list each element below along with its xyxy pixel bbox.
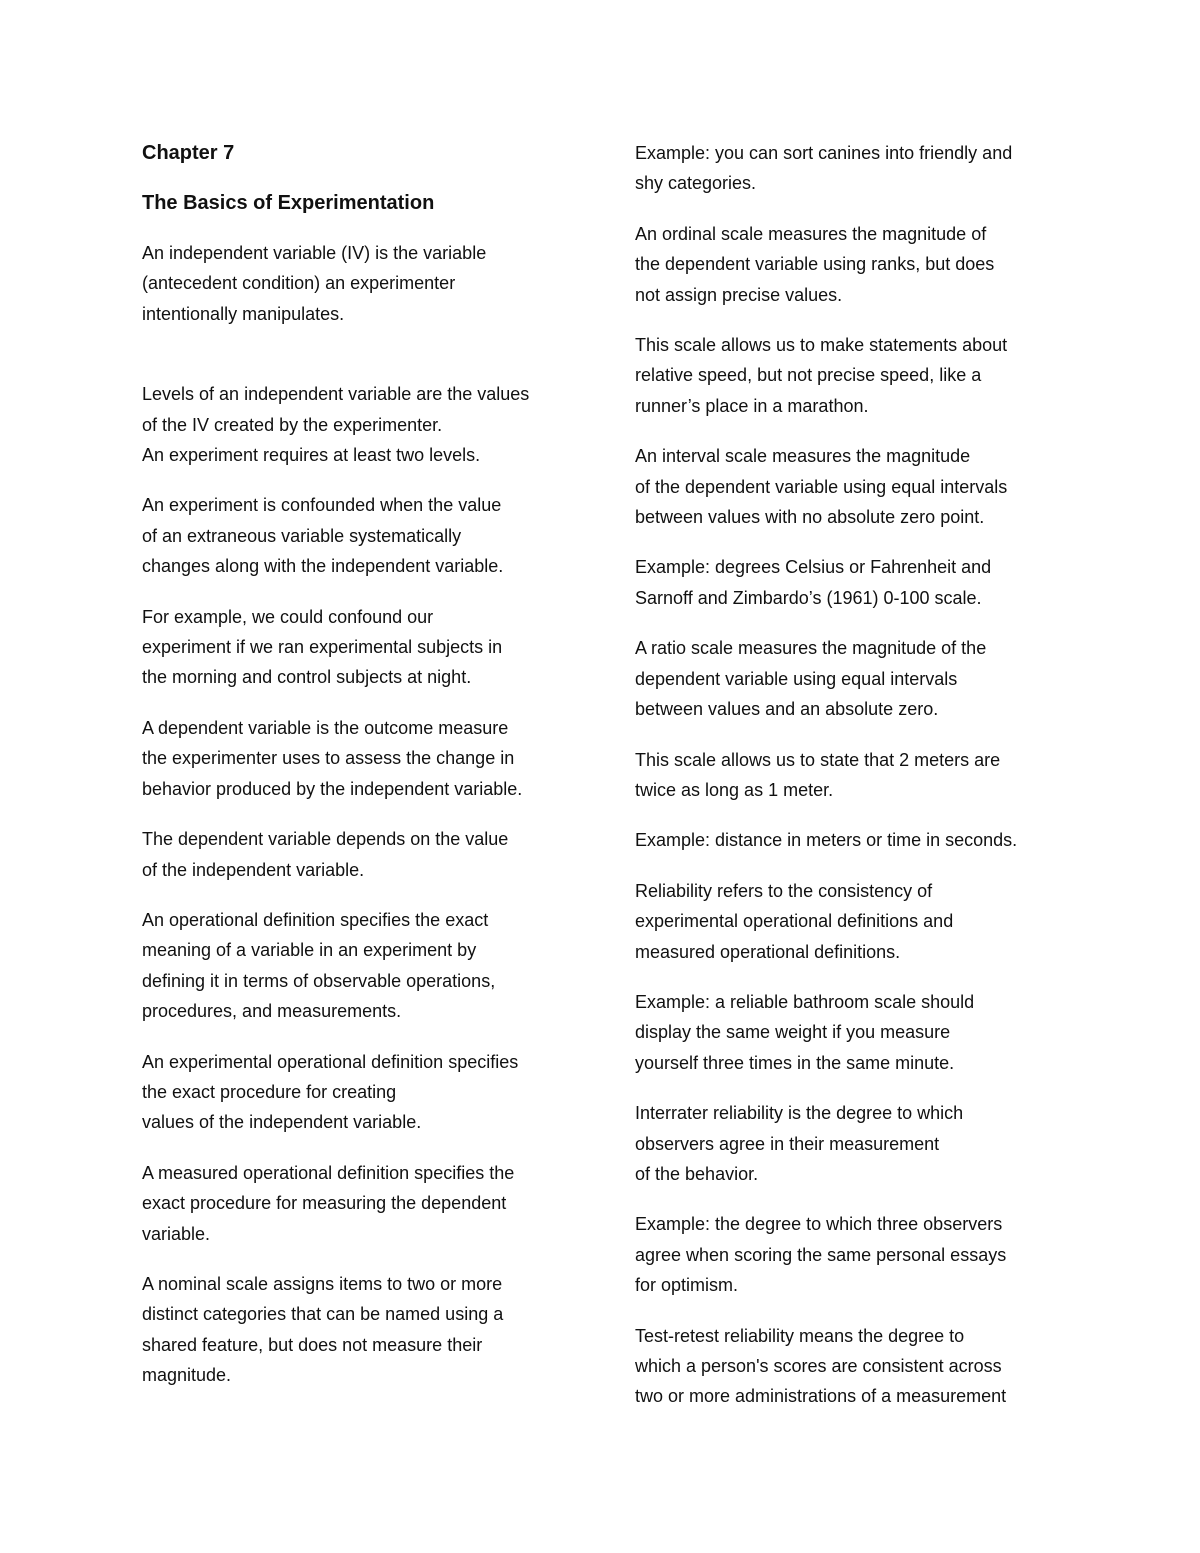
paragraph: [635, 825, 1075, 855]
paragraph-line: not assign precise values.: [635, 284, 843, 305]
paragraph-line: the morning and control subjects at night.: [142, 667, 472, 688]
paragraph-line: which a person's scores are consistent across: [635, 1356, 1002, 1376]
paragraph: [142, 824, 582, 885]
paragraph-line: experimental operational definitions and: [635, 911, 954, 932]
paragraph-line: An experimental operational definition specifies: [142, 1051, 519, 1072]
paragraph-line: of the dependent variable using equal intervals: [635, 476, 1008, 497]
paragraph-line: between values with no absolute zero point.: [635, 507, 985, 528]
paragraph-line: An ordinal scale measures the magnitude of: [635, 223, 987, 244]
paragraph: [142, 1269, 582, 1391]
paragraph-line: shared feature, but does not measure their: [142, 1334, 483, 1355]
paragraph-line: of an extraneous variable systematically: [142, 525, 462, 546]
right-paragraphs: [635, 138, 1075, 1412]
paragraph-line: experiment if we ran experimental subjects in: [142, 637, 503, 658]
paragraph-line: agree when scoring the same personal essays: [635, 1244, 1007, 1265]
paragraph-line: dependent variable using equal intervals: [635, 668, 958, 689]
paragraph: [635, 1098, 1075, 1189]
paragraph: [635, 441, 1075, 532]
paragraph-line: observers agree in their measurement: [635, 1133, 940, 1154]
paragraph-line: two or more administrations of a measurement: [635, 1386, 1007, 1407]
paragraph-line: An experiment is confounded when the value: [142, 495, 502, 516]
chapter-title: The Basics of Experimentation: [142, 192, 435, 214]
paragraph: [142, 490, 582, 581]
paragraph-line: of the IV created by the experimenter.: [142, 414, 443, 435]
paragraph: [635, 876, 1075, 967]
paragraph-line: (antecedent condition) an experimenter: [142, 273, 456, 294]
paragraph-line: A measured operational definition specifies the: [142, 1162, 515, 1183]
paragraph-line: distinct categories that can be named using a: [142, 1304, 504, 1325]
paragraph-line: the dependent variable using ranks, but does: [635, 254, 995, 275]
paragraph-line: defining it in terms of observable operations,: [142, 970, 496, 991]
paragraph-line: Interrater reliability is the degree to which: [635, 1103, 964, 1124]
paragraph-line: the exact procedure for creating: [142, 1081, 397, 1102]
paragraph-line: twice as long as 1 meter.: [635, 779, 834, 800]
paragraph-line: An interval scale measures the magnitude: [635, 446, 971, 467]
paragraph-line: runner’s place in a marathon.: [635, 395, 869, 416]
paragraph: [635, 219, 1075, 310]
paragraph-line: shy categories.: [635, 173, 757, 194]
right-column: [635, 138, 1075, 1432]
paragraph-line: magnitude.: [142, 1365, 232, 1386]
paragraph-line: This scale allows us to state that 2 meters are: [635, 749, 1001, 770]
paragraph: [635, 745, 1075, 806]
paragraph-line: of the behavior.: [635, 1163, 759, 1184]
paragraph-line: A dependent variable is the outcome measure: [142, 717, 509, 738]
paragraph-line: Example: degrees Celsius or Fahrenheit and: [635, 557, 992, 578]
paragraph: [635, 552, 1075, 613]
paragraph-line: Levels of an independent variable are the values: [142, 384, 530, 405]
paragraph-line: procedures, and measurements.: [142, 1001, 402, 1022]
paragraph-line: An operational definition specifies the exact: [142, 909, 489, 930]
paragraph-line: values of the independent variable.: [142, 1112, 422, 1133]
paragraph-line: An independent variable (IV) is the variable: [142, 243, 487, 263]
paragraph: [635, 138, 1075, 199]
paragraph: [635, 1321, 1075, 1412]
paragraph-line: between values and an absolute zero.: [635, 699, 939, 720]
paragraph-line: Example: a reliable bathroom scale should: [635, 991, 975, 1012]
paragraph-line: A nominal scale assigns items to two or more: [142, 1273, 503, 1294]
paragraph: [142, 905, 582, 1027]
paragraph-line: For example, we could confound our: [142, 606, 434, 627]
paragraph: [635, 633, 1075, 724]
paragraph: [142, 379, 582, 470]
paragraph-line: The dependent variable depends on the value: [142, 829, 509, 850]
paragraph-line: Example: the degree to which three observers: [635, 1214, 1003, 1235]
chapter-heading: Chapter 7: [142, 142, 235, 164]
paragraph: [635, 987, 1075, 1078]
left-column: [142, 138, 582, 1411]
paragraph-line: This scale allows us to make statements about: [635, 335, 1008, 356]
paragraph: [142, 602, 582, 693]
paragraph: [635, 330, 1075, 421]
left-paragraphs: [142, 238, 582, 1391]
paragraph-line: A ratio scale measures the magnitude of the: [635, 638, 987, 659]
paragraph-line: relative speed, but not precise speed, like a: [635, 365, 982, 386]
paragraph-line: behavior produced by the independent variable.: [142, 778, 523, 799]
paragraph-line: Reliability refers to the consistency of: [635, 880, 933, 901]
paragraph-line: exact procedure for measuring the dependent: [142, 1193, 507, 1214]
paragraph-line: yourself three times in the same minute.: [635, 1052, 955, 1073]
paragraph-line: Sarnoff and Zimbardo’s (1961) 0-100 scale.: [635, 587, 982, 608]
paragraph: [142, 1047, 582, 1138]
paragraph-line: for optimism.: [635, 1275, 739, 1296]
paragraph: [142, 1158, 582, 1249]
paragraph-line: Example: distance in meters or time in seconds.: [635, 830, 1018, 851]
paragraph-line: variable.: [142, 1223, 211, 1244]
paragraph: [142, 238, 582, 329]
paragraph: [142, 713, 582, 804]
paragraph-line: the experimenter uses to assess the change in: [142, 748, 515, 769]
paragraph-line: measured operational definitions.: [635, 941, 901, 962]
paragraph-line: An experiment requires at least two levels.: [142, 445, 481, 466]
paragraph-line: meaning of a variable in an experiment by: [142, 940, 477, 961]
paragraph-line: display the same weight if you measure: [635, 1022, 951, 1043]
paragraph: [635, 1209, 1075, 1300]
paragraph-line: changes along with the independent variable.: [142, 556, 504, 577]
paragraph-line: intentionally manipulates.: [142, 303, 345, 324]
paragraph-line: Example: you can sort canines into friendly and: [635, 143, 1013, 163]
paragraph-line: of the independent variable.: [142, 859, 365, 880]
paragraph-line: Test-retest reliability means the degree to: [635, 1325, 965, 1346]
